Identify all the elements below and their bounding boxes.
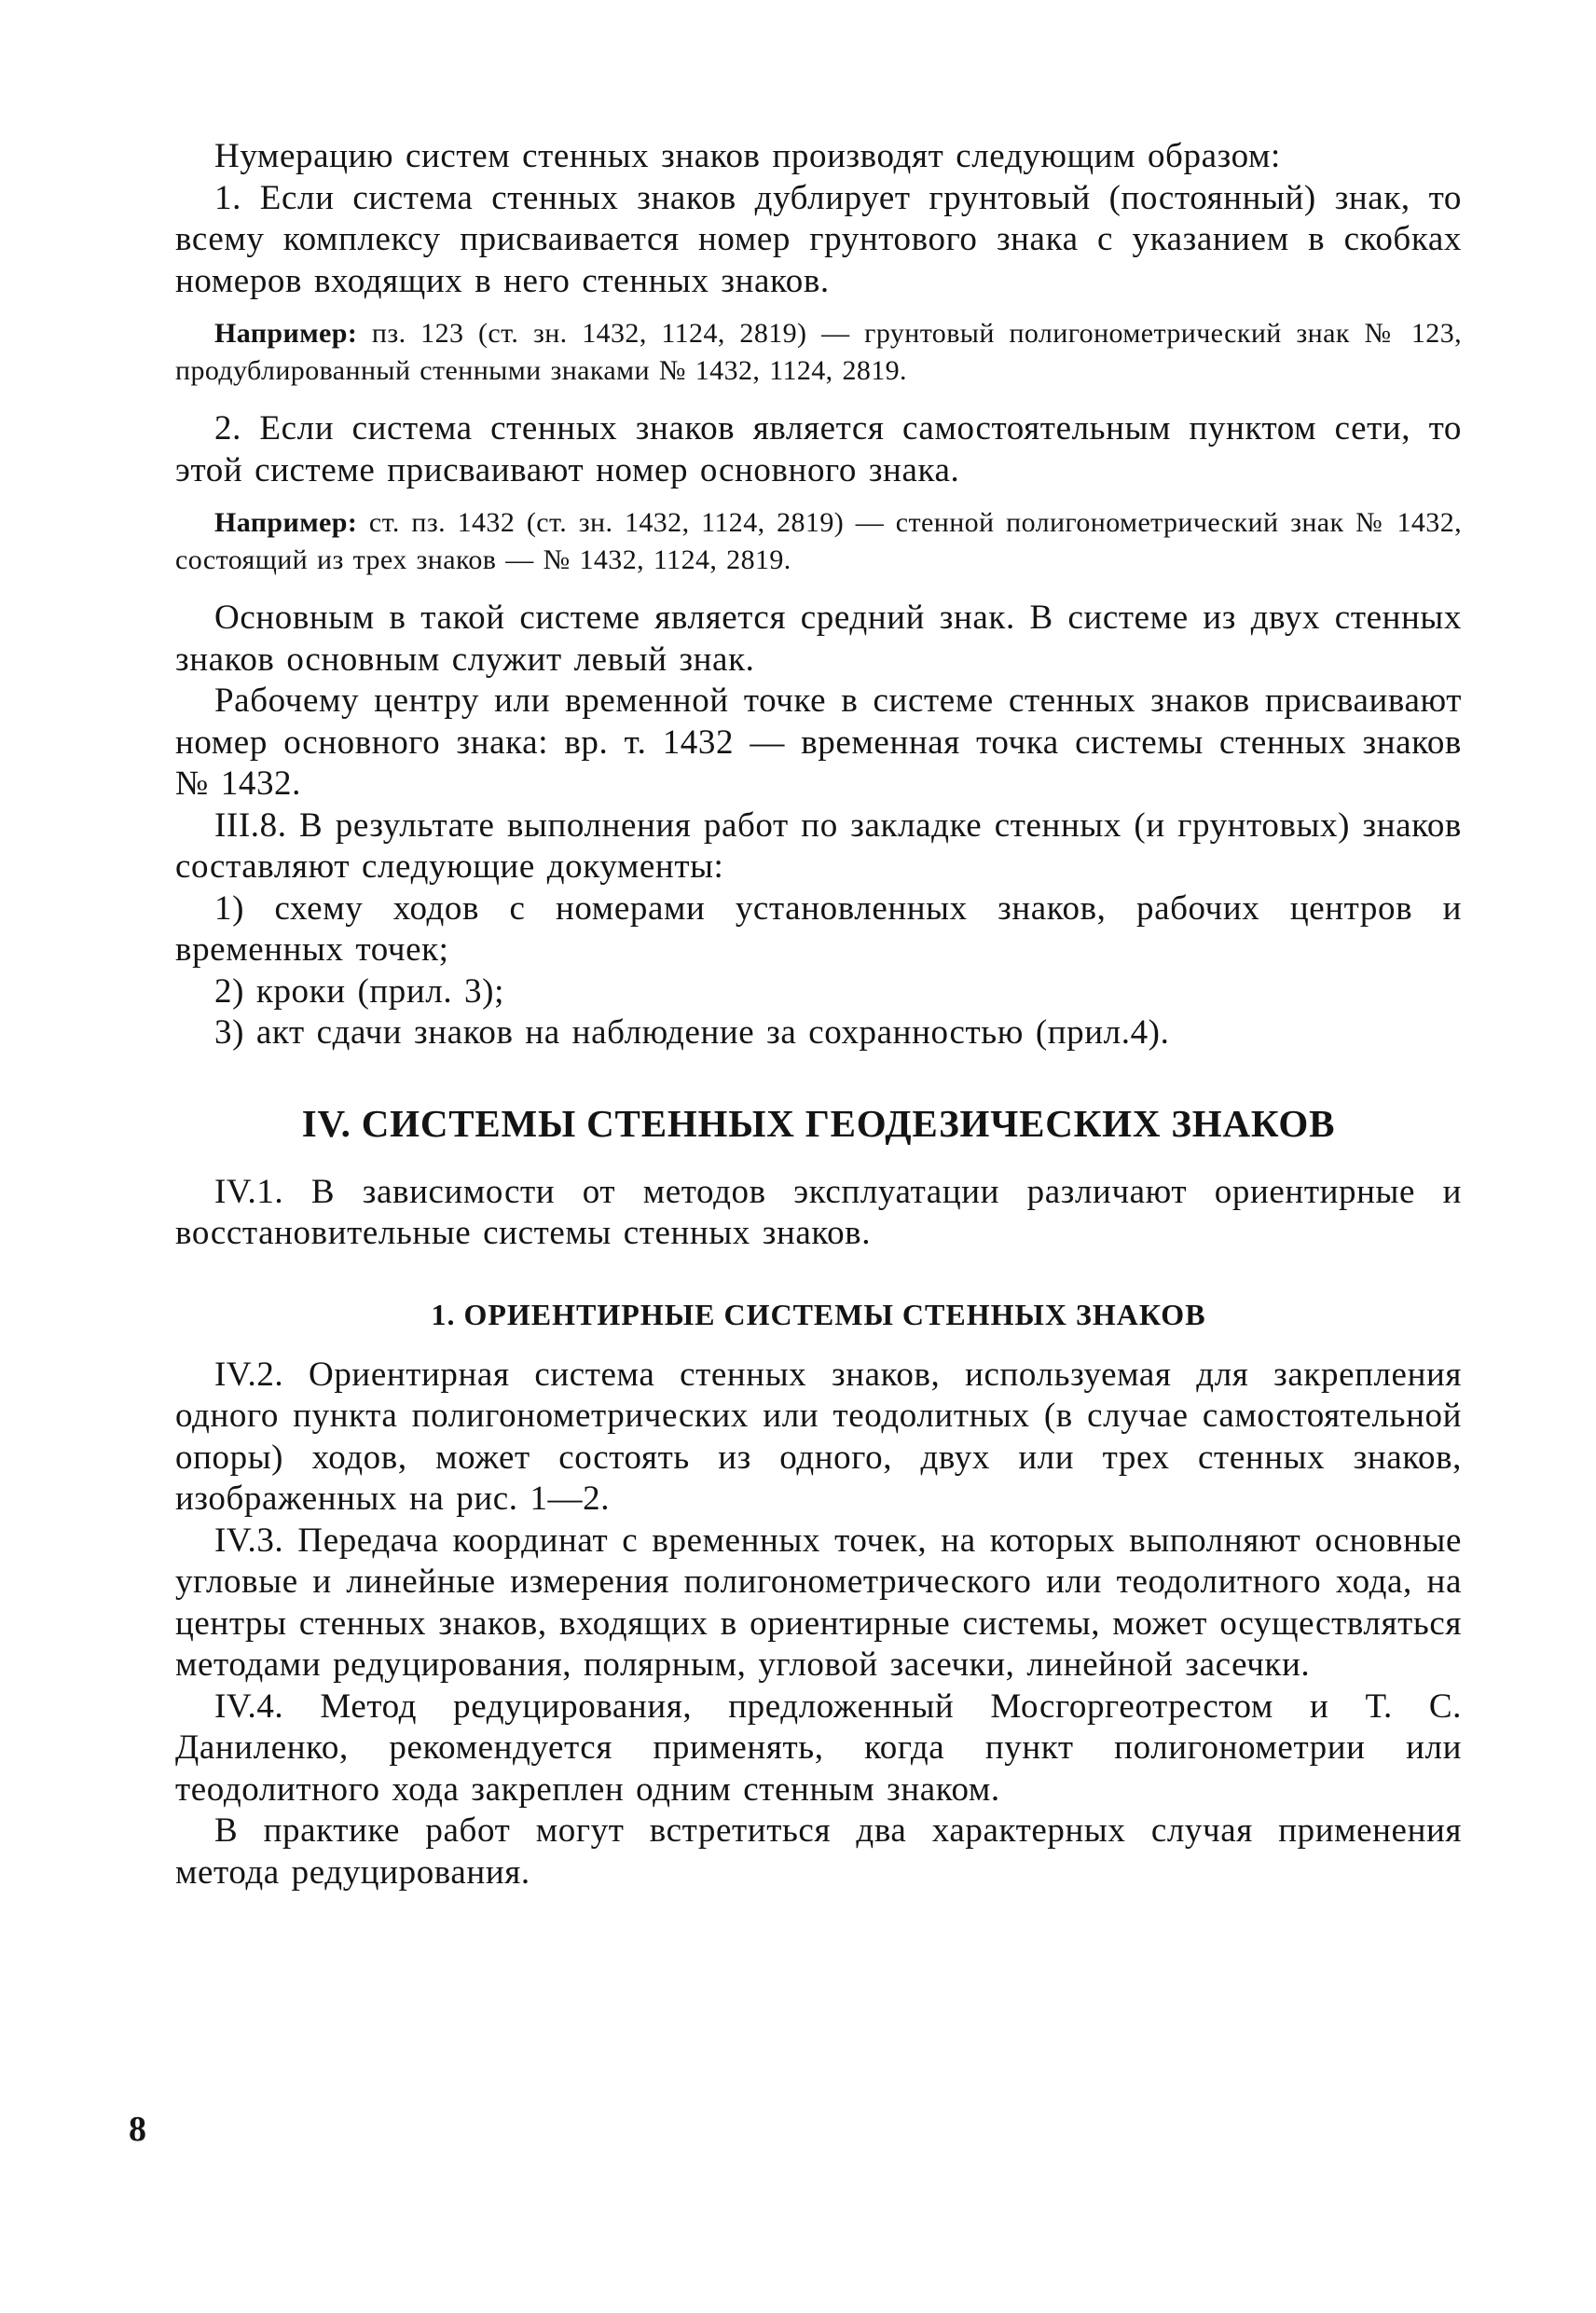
- paragraph-iv-1: IV.1. В зависимости от методов эксплуатации различают ориентирные и восстановительные системы стенных знаков.: [175, 1172, 1462, 1252]
- example-2-label: Например:: [214, 507, 358, 538]
- example-2: [175, 504, 1462, 579]
- page-body: [175, 136, 1462, 1893]
- list-item-1: 1) схему ходов с номерами установленных знаков, рабочих центров и временных точек;: [175, 888, 1462, 969]
- paragraph-iv-2: IV.2. Ориентирная система стенных знаков, используемая для закрепления одного пункта полигонометрических или теодолитных (в случае самостоятельной опоры) ходов, может состоять из одного, двух или трех стенных знаков, изображенных на рис. 1—2.: [175, 1355, 1462, 1518]
- list-item-2: 2) кроки (прил. 3);: [214, 971, 504, 1011]
- paragraph-iv-4: IV.4. Метод редуцирования, предложенный Мосгоргеотрестом и Т. С. Даниленко, рекомендуется применять, когда пункт полигонометрии или теодолитного хода закреплен одним стенным знаком.: [175, 1687, 1462, 1809]
- paragraph-main-sign: Основным в такой системе является средний знак. В системе из двух стенных знаков основным служит левый знак.: [175, 599, 1462, 679]
- section-title: IV. СИСТЕМЫ СТЕННЫХ ГЕОДЕЗИЧЕСКИХ ЗНАКОВ: [301, 1101, 1336, 1145]
- example-2-text: ст. пз. 1432 (ст. зн. 1432, 1124, 2819) — стенной полигонометрический знак № 1432, состоящий из трех знаков — № 1432, 1124, 2819.: [175, 507, 1462, 575]
- paragraph-iv-3: IV.3. Передача координат с временных точек, на которых выполняют основные угловые и линейные измерения полигонометрического или теодолитного хода, на центры стенных знаков, входящих в ориентирные системы, может осуществляться методами редуцирования, полярным, угловой засечки, линейной засечки.: [175, 1521, 1462, 1684]
- example-1-text: пз. 123 (ст. зн. 1432, 1124, 2819) — грунтовый полигонометрический знак № 123, продублированный стенными знаками № 1432, 1124, 2819.: [175, 318, 1463, 386]
- paragraph-rule-1: 1. Если система стенных знаков дублирует грунтовый (постоянный) знак, то всему комплексу присваивается номер грунтового знака с указанием в скобках номеров входящих в него стенных знаков.: [175, 178, 1462, 300]
- paragraph-rule-2: 2. Если система стенных знаков является самостоятельным пунктом сети, то этой системе присваивают номер основного знака.: [175, 409, 1462, 489]
- paragraph-numbering-intro: Нумерацию систем стенных знаков производят следующим образом:: [214, 137, 1281, 175]
- paragraph-working-center: Рабочему центру или временной точке в системе стенных знаков присваивают номер основного знака: вр. т. 1432 — временная точка системы стенных знаков № 1432.: [175, 682, 1462, 803]
- page-number: 8: [129, 2110, 146, 2149]
- subsection-title: 1. ОРИЕНТИРНЫЕ СИСТЕМЫ СТЕННЫХ ЗНАКОВ: [431, 1297, 1206, 1331]
- example-1: [175, 315, 1462, 390]
- list-item-3: 3) акт сдачи знаков на наблюдение за сохранностью (прил.4).: [214, 1013, 1170, 1052]
- paragraph-practice: В практике работ могут встретиться два характерных случая применения метода редуцирования.: [175, 1811, 1462, 1892]
- paragraph-iii-8: III.8. В результате выполнения работ по закладке стенных (и грунтовых) знаков составляют следующие документы:: [175, 805, 1462, 886]
- example-1-label: Например:: [214, 318, 358, 349]
